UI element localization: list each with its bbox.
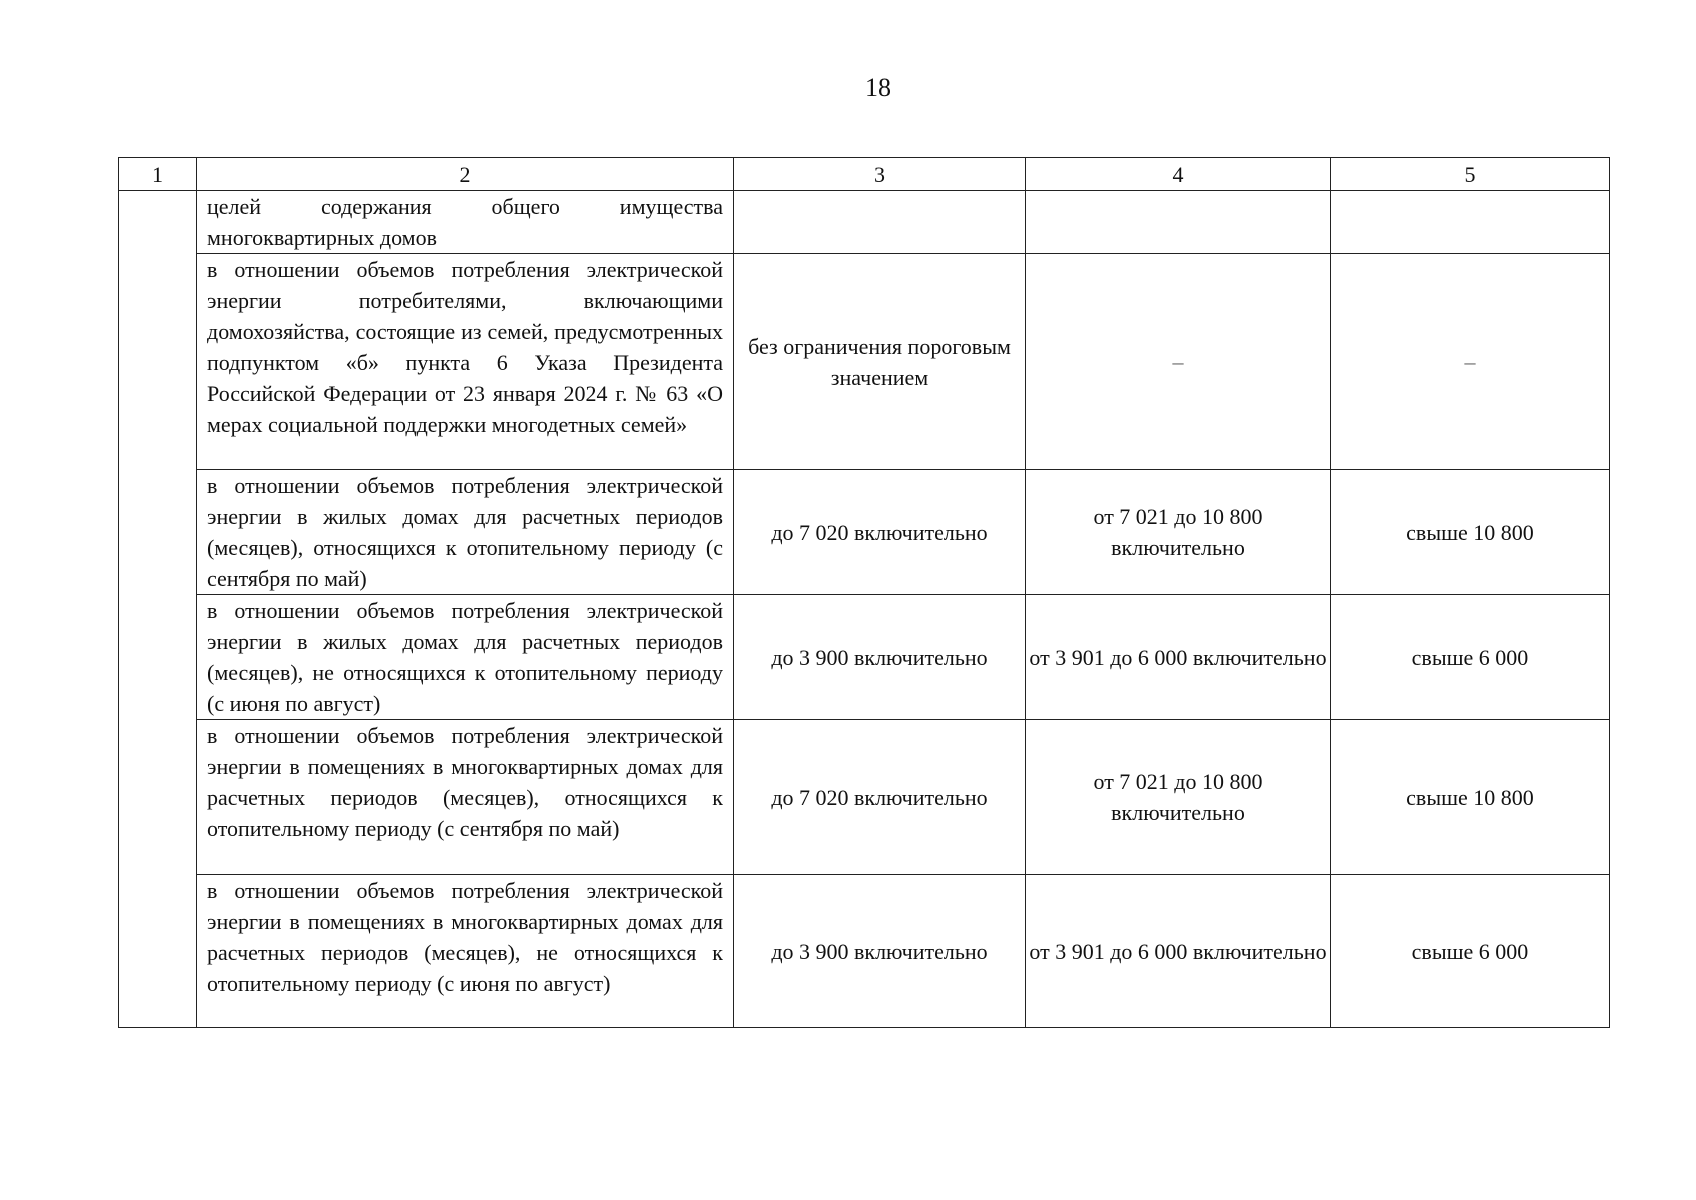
page-number: 18 [865,73,891,102]
header-col-5: 5 [1331,158,1610,191]
threshold-cell-col3: до 7 020 включительно [734,470,1026,595]
threshold-cell-col3 [734,191,1026,254]
threshold-cell-col4: – [1026,254,1331,470]
table-row [119,254,1610,470]
row-description: в отношении объемов потребления электрической энергии в помещениях в многоквартирных домах для расчетных периодов (месяцев), относящихся к отопительному периоду (с сентября по май) [197,720,734,875]
threshold-cell-col5: свыше 10 800 [1331,720,1610,875]
table-row [119,595,1610,720]
threshold-cell-col4 [1026,191,1331,254]
header-col-1: 1 [119,158,197,191]
table-header-row [119,158,1610,191]
table-row [119,470,1610,595]
row-description: в отношении объемов потребления электрической энергии в жилых домах для расчетных периодов (месяцев), не относящихся к отопительному периоду (с июня по август) [197,595,734,720]
table-row [119,720,1610,875]
header-col-3: 3 [734,158,1026,191]
row-description: целей содержания общего имущества многоквартирных домов [197,191,734,254]
row-description: в отношении объемов потребления электрической энергии потребителями, включающими домохозяйства, состоящие из семей, предусмотренных подпунктом «б» пункта 6 Указа Президента Российской Федерации от 23 января 2024 г. № 63 «О мерах социальной поддержки многодетных семей» [197,254,734,470]
header-col-2: 2 [197,158,734,191]
threshold-cell-col5: свыше 6 000 [1331,595,1610,720]
row-number-cell [119,191,197,1028]
threshold-cell-col5: – [1331,254,1610,470]
threshold-cell-col3: до 7 020 включительно [734,720,1026,875]
tariff-threshold-table [118,157,1610,1028]
threshold-cell-col4: от 3 901 до 6 000 включительно [1026,595,1331,720]
threshold-cell-col3: без ограничения пороговым значением [734,254,1026,470]
threshold-cell-col5 [1331,191,1610,254]
table-row [119,875,1610,1028]
row-description: в отношении объемов потребления электрической энергии в жилых домах для расчетных периодов (месяцев), относящихся к отопительному периоду (с сентября по май) [197,470,734,595]
threshold-cell-col5: свыше 10 800 [1331,470,1610,595]
header-col-4: 4 [1026,158,1331,191]
table-row [119,191,1610,254]
threshold-cell-col4: от 3 901 до 6 000 включительно [1026,875,1331,1028]
threshold-cell-col4: от 7 021 до 10 800 включительно [1026,470,1331,595]
threshold-cell-col4: от 7 021 до 10 800 включительно [1026,720,1331,875]
row-description: в отношении объемов потребления электрической энергии в помещениях в многоквартирных домах для расчетных периодов (месяцев), не относящихся к отопительному периоду (с июня по август) [197,875,734,1028]
threshold-cell-col3: до 3 900 включительно [734,595,1026,720]
threshold-cell-col5: свыше 6 000 [1331,875,1610,1028]
threshold-cell-col3: до 3 900 включительно [734,875,1026,1028]
